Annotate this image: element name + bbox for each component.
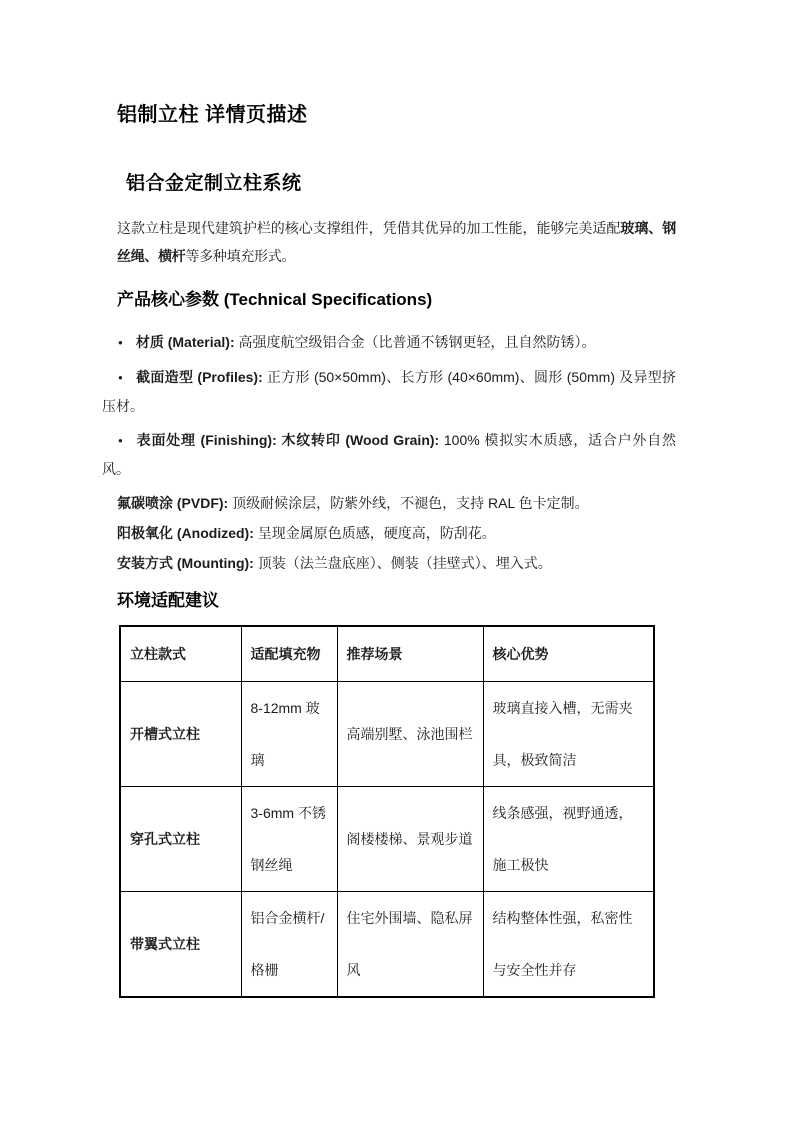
adaptation-table bbox=[119, 625, 655, 998]
spec-sublabel: 木纹转印 (Wood Grain): bbox=[276, 432, 440, 448]
section-heading-adaptation: 环境适配建议 bbox=[117, 591, 219, 610]
table-row bbox=[120, 892, 654, 998]
cell-scene: 住宅外围墙、隐私屏风 bbox=[337, 892, 483, 998]
spec-bullet-material bbox=[102, 328, 676, 357]
spec-label: 氟碳喷涂 (PVDF): bbox=[117, 495, 229, 511]
cell-advantage: 线条感强，视野通透，施工极快 bbox=[483, 787, 654, 892]
spec-text: 呈现金属原色质感，硬度高，防刮花。 bbox=[253, 525, 496, 541]
spec-bullet-finishing bbox=[102, 426, 676, 483]
cell-style: 穿孔式立柱 bbox=[120, 787, 241, 892]
spec-item-mounting bbox=[117, 549, 676, 577]
spec-label: 材质 (Material): bbox=[135, 334, 235, 350]
spec-label: 阳极氧化 (Anodized): bbox=[117, 525, 254, 541]
spec-item-anodized bbox=[117, 519, 676, 547]
intro-bold-terms: 玻璃、钢丝绳、横杆 bbox=[117, 220, 676, 264]
section-heading-specs: 产品核心参数 (Technical Specifications) bbox=[117, 290, 433, 309]
table-row bbox=[120, 682, 654, 787]
cell-fill: 8-12mm 玻璃 bbox=[241, 682, 337, 787]
cell-advantage: 结构整体性强，私密性与安全性并存 bbox=[483, 892, 654, 998]
column-header-advantage: 核心优势 bbox=[483, 626, 654, 682]
bullet-icon: ● bbox=[118, 338, 123, 347]
spec-label: 安装方式 (Mounting): bbox=[117, 555, 254, 571]
column-header-style: 立柱款式 bbox=[120, 626, 241, 682]
spec-item-pvdf bbox=[117, 489, 676, 517]
spec-text: 顶级耐候涂层，防紫外线，不褪色，支持 RAL 色卡定制。 bbox=[228, 495, 589, 511]
cell-scene: 阁楼楼梯、景观步道 bbox=[337, 787, 483, 892]
spec-label: 截面造型 (Profiles): bbox=[135, 369, 263, 385]
bullet-icon: ● bbox=[118, 436, 123, 445]
cell-advantage: 玻璃直接入槽，无需夹具，极致简洁 bbox=[483, 682, 654, 787]
intro-tail-text: 等多种填充形式。 bbox=[185, 248, 296, 264]
cell-fill: 铝合金横杆/格栅 bbox=[241, 892, 337, 998]
spec-text: 100% 模拟实木质感，适合户外自然风。 bbox=[102, 432, 677, 477]
intro-paragraph bbox=[117, 214, 676, 270]
cell-scene: 高端别墅、泳池围栏 bbox=[337, 682, 483, 787]
spec-bullet-profiles bbox=[102, 363, 676, 420]
bullet-icon: ● bbox=[118, 373, 123, 382]
page-title: 铝制立柱 详情页描述 bbox=[117, 104, 308, 126]
intro-lead-text: 这款立柱是现代建筑护栏的核心支撑组件，凭借其优异的加工性能，能够完美适配 bbox=[117, 220, 621, 236]
column-header-fill: 适配填充物 bbox=[241, 626, 337, 682]
table-row bbox=[120, 787, 654, 892]
page-subtitle: 铝合金定制立柱系统 bbox=[126, 173, 302, 194]
spec-text: 正方形 (50×50mm)、长方形 (40×60mm)、圆形 (50mm) 及异型挤压材。 bbox=[102, 369, 676, 414]
spec-text: 高强度航空级铝合金（比普通不锈钢更轻，且自然防锈）。 bbox=[234, 334, 596, 350]
column-header-scene: 推荐场景 bbox=[337, 626, 483, 682]
cell-style: 带翼式立柱 bbox=[120, 892, 241, 998]
table-header-row bbox=[120, 626, 654, 682]
cell-style: 开槽式立柱 bbox=[120, 682, 241, 787]
spec-text: 顶装（法兰盘底座）、侧装（挂壁式）、埋入式。 bbox=[253, 555, 552, 571]
spec-label: 表面处理 (Finishing): bbox=[135, 432, 277, 448]
cell-fill: 3-6mm 不锈钢丝绳 bbox=[241, 787, 337, 892]
